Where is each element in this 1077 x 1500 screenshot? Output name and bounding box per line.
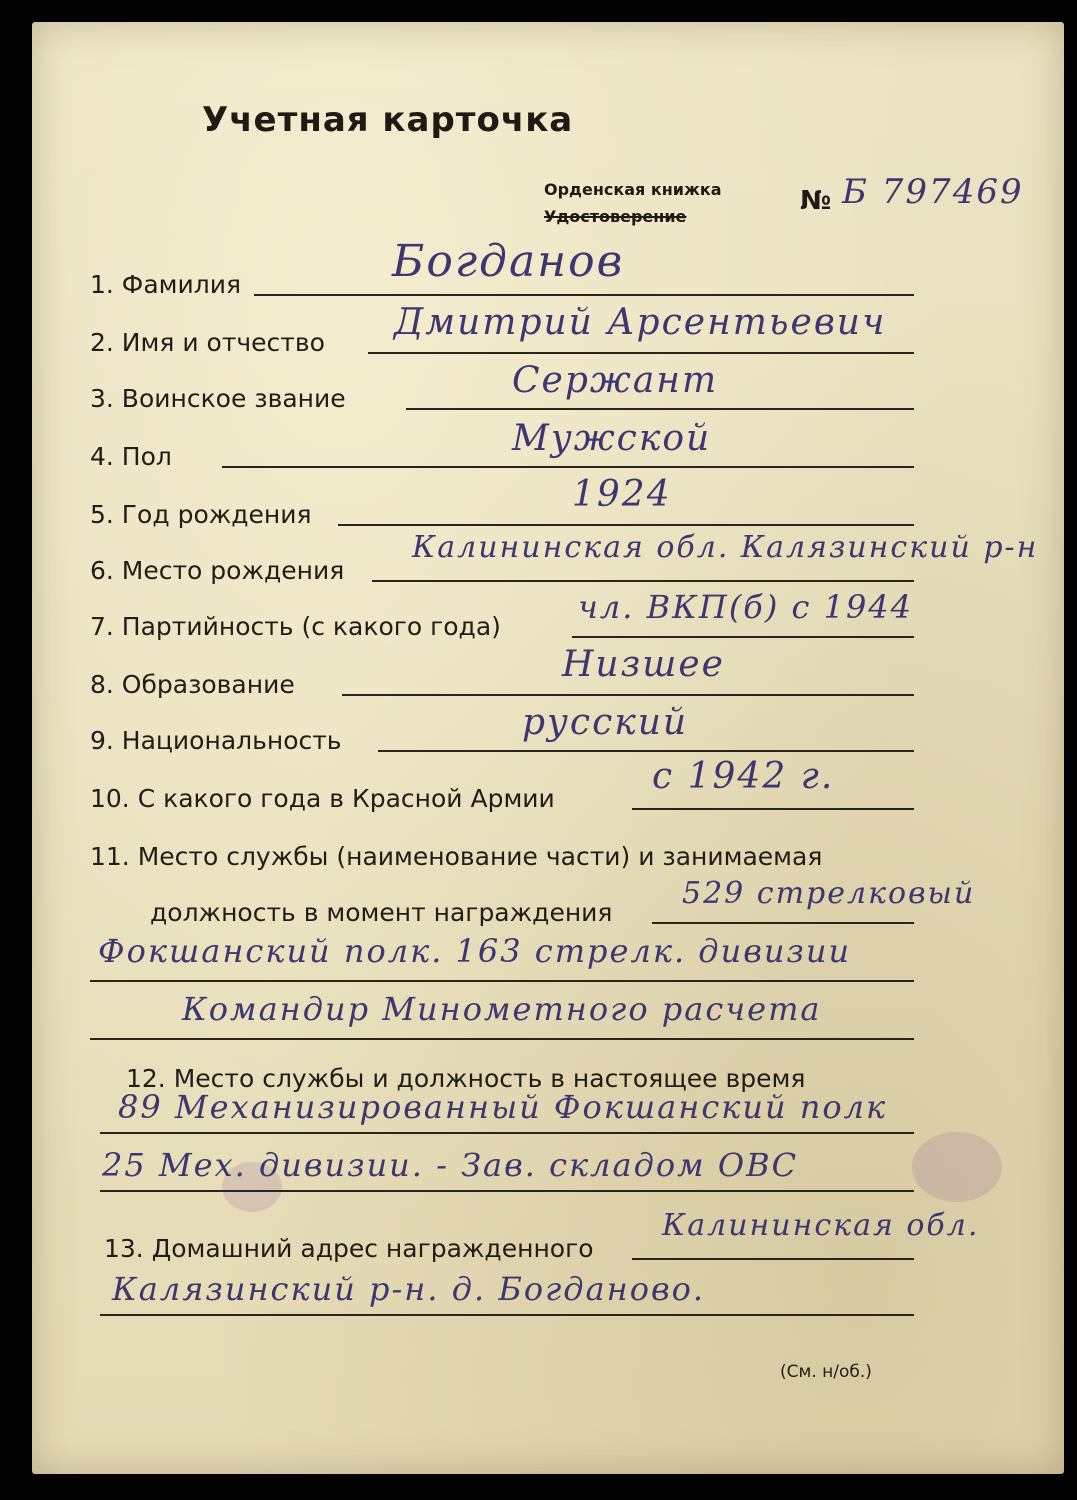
field-name-value: Дмитрий Арсентьевич: [394, 302, 887, 343]
document-type: [544, 180, 722, 226]
field-service-at-award-label-cont: должность в момент награждения: [150, 898, 613, 927]
field-name-rule: [368, 352, 914, 354]
field-rank-rule: [406, 408, 914, 410]
field-army-year-rule: [632, 808, 914, 810]
field-surname-rule: [254, 294, 914, 296]
field-service-at-award-rule-3: [90, 1038, 914, 1040]
field-surname-label: 1. Фамилия: [90, 270, 242, 299]
field-nationality-value: русский: [522, 702, 689, 743]
field-rank-value: Сержант: [512, 360, 719, 401]
field-home-address-value-1: Калининская обл.: [662, 1208, 980, 1243]
field-birthplace-value: Калининская обл. Калязинский р-н: [412, 530, 1039, 565]
field-name-label: 2. Имя и отчество: [90, 328, 325, 357]
field-current-service-label: 12. Место службы и должность в настоящее время: [126, 1064, 806, 1093]
record-card: [32, 22, 1064, 1474]
field-birth-year-label: 5. Год рождения: [90, 500, 312, 529]
ink-stain: [912, 1132, 1002, 1202]
field-home-address-rule-2: [100, 1314, 914, 1316]
field-rank-label: 3. Воинское звание: [90, 384, 346, 413]
field-service-at-award-value-1: 529 стрелковый: [682, 876, 976, 911]
field-sex-rule: [222, 466, 914, 468]
field-sex-value: Мужской: [512, 418, 712, 459]
field-current-service-rule-1: [100, 1132, 914, 1134]
field-service-at-award-rule: [652, 922, 914, 924]
field-current-service-value-1: 89 Механизированный Фокшанский полк: [118, 1088, 888, 1126]
field-education-label: 8. Образование: [90, 670, 295, 699]
field-service-at-award-value-2: Фокшанский полк. 163 стрелк. дивизии: [98, 932, 852, 970]
field-nationality-label: 9. Национальность: [90, 726, 342, 755]
field-service-at-award-label: 11. Место службы (наименование части) и занимаемая: [90, 842, 823, 871]
field-army-year-label: 10. С какого года в Красной Армии: [90, 784, 555, 813]
field-education-rule: [342, 694, 914, 696]
field-surname-value: Богданов: [392, 236, 625, 287]
number-value: Б 797469: [842, 172, 1024, 212]
see-reverse-note: (См. н/об.): [780, 1362, 872, 1382]
field-birthplace-label: 6. Место рождения: [90, 556, 345, 585]
field-army-year-value: с 1942 г.: [652, 756, 835, 797]
field-home-address-label: 13. Домашний адрес награжденного: [104, 1234, 594, 1263]
document-type-order-book: Орденская книжка: [544, 180, 722, 199]
field-current-service-value-2: 25 Мех. дивизии. - Зав. складом ОВС: [102, 1146, 799, 1184]
document-type-certificate-struck: Удостоверение: [544, 207, 687, 226]
field-party-value: чл. ВКП(б) с 1944: [578, 588, 914, 626]
field-birth-year-value: 1924: [572, 474, 672, 515]
field-birthplace-rule: [372, 580, 914, 582]
field-home-address-rule-1: [632, 1258, 914, 1260]
number-label: №: [800, 186, 832, 216]
field-party-label: 7. Партийность (с какого года): [90, 612, 501, 641]
field-party-rule: [572, 636, 914, 638]
card-title: Учетная карточка: [202, 100, 574, 140]
field-current-service-rule-2: [100, 1190, 914, 1192]
field-nationality-rule: [378, 750, 914, 752]
field-birth-year-rule: [338, 524, 914, 526]
field-education-value: Низшее: [562, 644, 725, 685]
field-service-at-award-value-3: Командир Минометного расчета: [182, 990, 822, 1028]
field-sex-label: 4. Пол: [90, 442, 172, 471]
field-home-address-value-2: Калязинский р-н. д. Богданово.: [112, 1270, 706, 1308]
field-service-at-award-rule-2: [90, 980, 914, 982]
